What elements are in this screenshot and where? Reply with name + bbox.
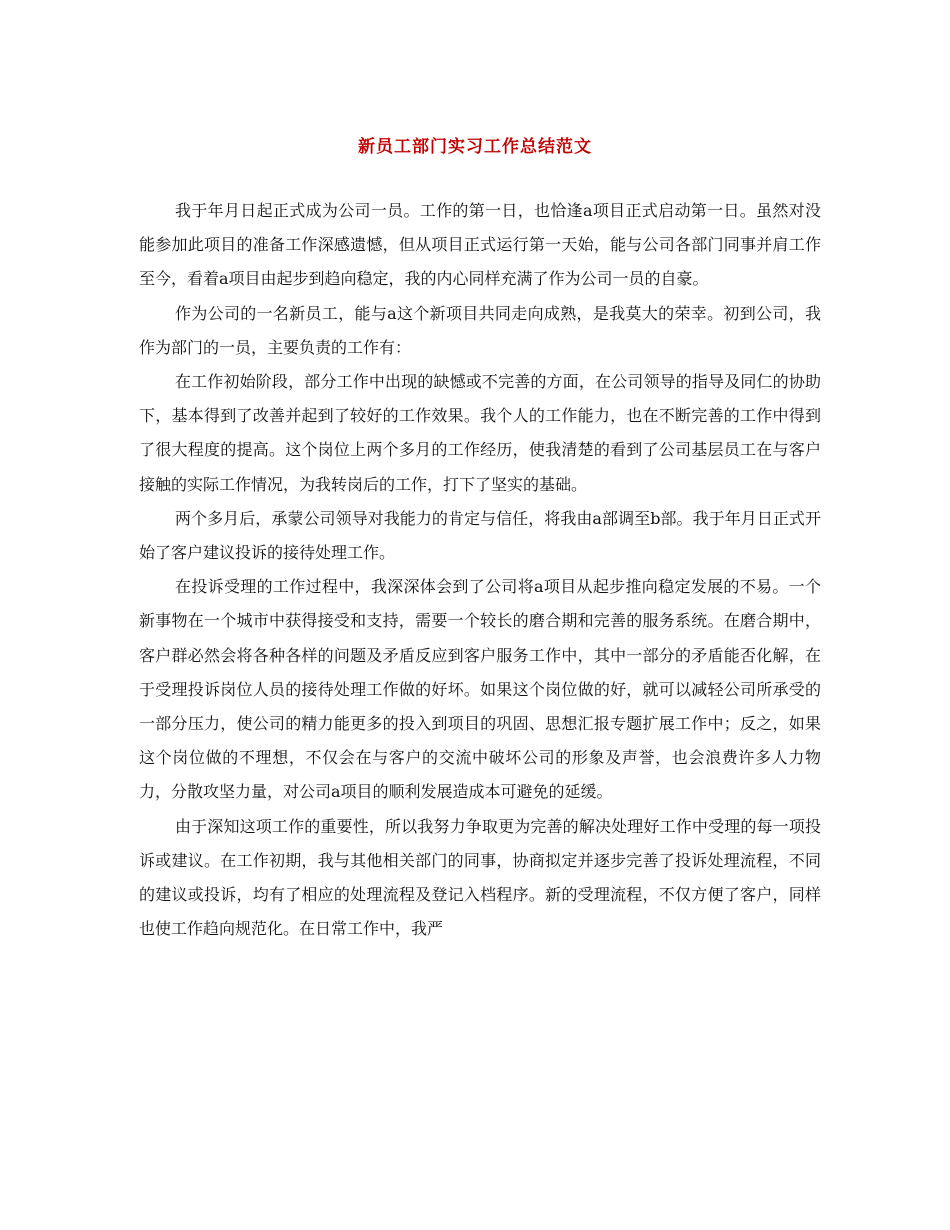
document-body [139,194,821,946]
paragraph-1: 我于年月日起正式成为公司一员。工作的第一日，也恰逢a项目正式启动第一日。虽然对没能参加此项目的准备工作深感遗憾，但从项目正式运行第一天始，能与公司各部门同事并肩工作至今，看着a项目由起步到趋向稳定，我的内心同样充满了作为公司一员的自豪。 [139,201,821,289]
paragraph-4: 两个多月后，承蒙公司领导对我能力的肯定与信任，将我由a部调至b部。我于年月日正式开始了客户建议投诉的接待处理工作。 [139,508,821,563]
paragraph-6: 由于深知这项工作的重要性，所以我努力争取更为完善的解决处理好工作中受理的每一项投诉或建议。在工作初期，我与其他相关部门的同事，协商拟定并逐步完善了投诉处理流程，不同的建议或投诉，均有了相应的处理流程及登记入档程序。新的受理流程，不仅方便了客户，同样也使工作趋向规范化。在日常工作中，我严 [139,816,821,939]
paragraph-3: 在工作初始阶段，部分工作中出现的缺憾或不完善的方面，在公司领导的指导及同仁的协助下，基本得到了改善并起到了较好的工作效果。我个人的工作能力，也在不断完善的工作中得到了很大程度的提高。这个岗位上两个多月的工作经历，使我清楚的看到了公司基层员工在与客户接触的实际工作情况，为我转岗后的工作，打下了坚实的基础。 [139,372,821,494]
paragraph-5: 在投诉受理的工作过程中，我深深体会到了公司将a项目从起步推向稳定发展的不易。一个新事物在一个城市中获得接受和支持，需要一个较长的磨合期和完善的服务系统。在磨合期中，客户群必然会将各种各样的问题及矛盾反应到客户服务工作中，其中一部分的矛盾能否化解，在于受理投诉岗位人员的接待处理工作做的好坏。如果这个岗位做的好，就可以减轻公司所承受的一部分压力，使公司的精力能更多的投入到项目的巩固、思想汇报专题扩展工作中；反之，如果这个岗位做的不理想，不仅会在与客户的交流中破坏公司的形象及声誉，也会浪费许多人力物力，分散攻坚力量，对公司a项目的顺利发展造成本可避免的延缓。 [139,577,821,802]
paragraph-2: 作为公司的一名新员工，能与a这个新项目共同走向成熟，是我莫大的荣幸。初到公司，我作为部门的一员，主要负责的工作有： [139,303,821,357]
document-title: 新员工部门实习工作总结范文 [358,137,592,158]
